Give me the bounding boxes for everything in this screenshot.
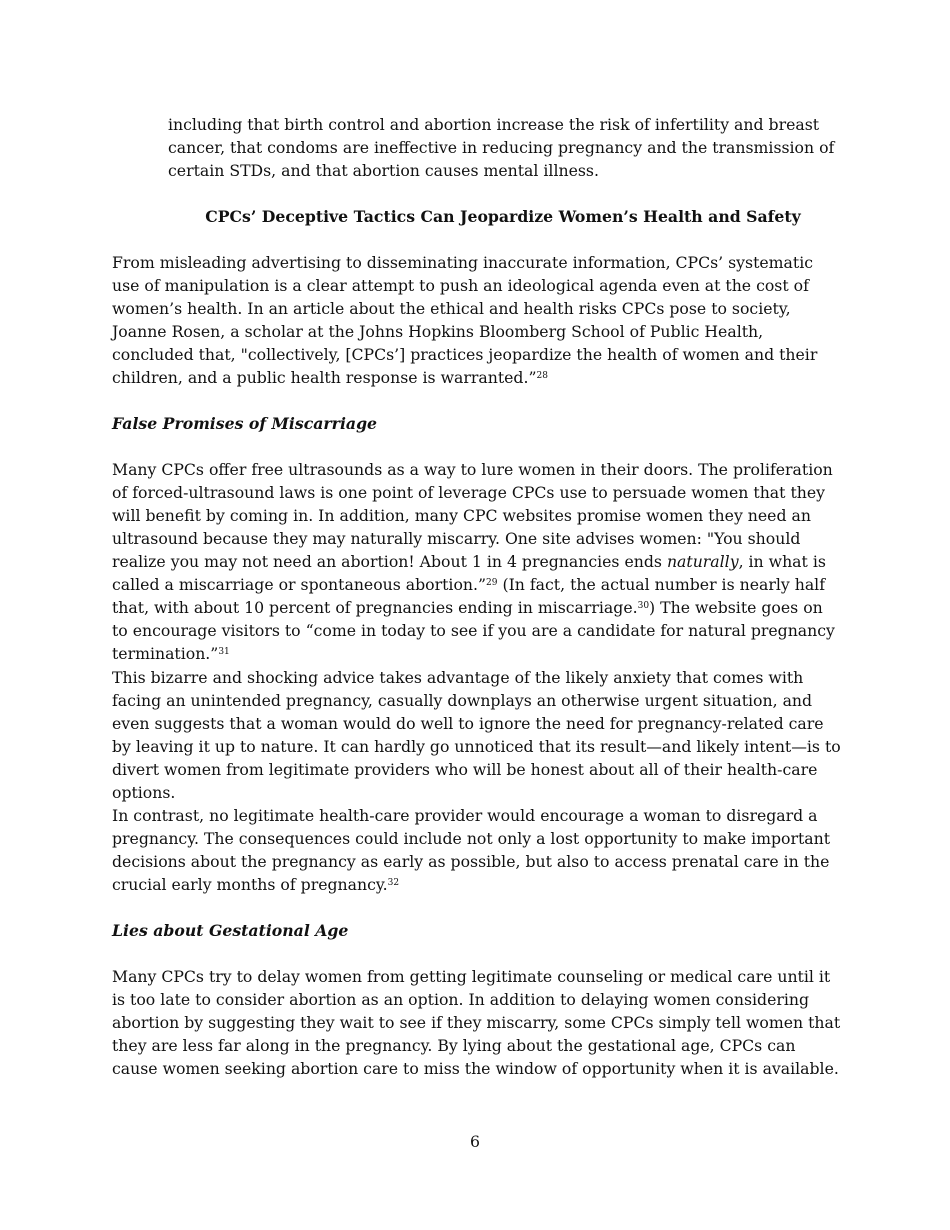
footnote-ref-28[interactable]: 28 [536, 371, 548, 381]
footnote-ref-29[interactable]: 29 [486, 578, 498, 588]
paragraph-5-text: Many CPCs try to delay women from getting legitimate counseling or medical care until it is too late to consider abortion as an option. In addition to delaying women considering abortion by suggesting they wait to see if they miscarry, some CPCs simply tell women that they are less far along in the pregnancy. By lying about the gestational age, CPCs can cause women seeking abortion care to miss the window of opportunity when it is available. [112, 967, 841, 1078]
paragraph-1-text: From misleading advertising to disseminating inaccurate information, CPCs’ systematic use of manipulation is a clear attempt to push an ideological agenda even at the cost of women’s health. In an article about the ethical and health risks CPCs pose to society, Joanne Rosen, a scholar at the Johns Hopkins Bloomberg School of Public Health, concluded that, "collectively, [CPCs’] practices jeopardize the health of women and their children, and a public health response is warranted.” [112, 253, 818, 387]
footnote-ref-31[interactable]: 31 [218, 647, 230, 657]
footnote-ref-30[interactable]: 30 [637, 601, 650, 611]
subheading-gestational-age: Lies about Gestational Age [112, 921, 349, 940]
footnote-ref-32[interactable]: 32 [387, 878, 400, 888]
page-number: 6 [470, 1132, 480, 1151]
paragraph-2-text-c: (In fact, the actual number is nearly half that, with about 10 percent of pregnancies ending in miscarriage. [112, 575, 825, 617]
paragraph-2-emphasis: naturally [666, 552, 739, 571]
block-quote-continuation [168, 113, 840, 182]
section-heading: CPCs’ Deceptive Tactics Can Jeopardize Women’s Health and Safety [205, 207, 801, 226]
paragraph-3-text: This bizarre and shocking advice takes advantage of the likely anxiety that comes with facing an unintended pregnancy, casually downplays an otherwise urgent situation, and even suggests that a woman would do well to ignore the need for pregnancy-related care by leaving it up to nature. It can hardly go unnoticed that its result—and likely intent—is to divert women from legitimate providers who will be honest about all of their health-care options. [112, 668, 841, 802]
paragraph-4-text: In contrast, no legitimate health-care provider would encourage a woman to disregard a pregnancy. The consequences could include not only a lost opportunity to make important decisions about the pregnancy as early as possible, but also to access prenatal care in the crucial early months of pregnancy. [112, 806, 831, 894]
paragraph-1 [112, 251, 842, 389]
paragraph-5 [112, 965, 842, 1080]
paragraph-2-text-b: , in what is called a miscarriage or spontaneous abortion.” [112, 552, 826, 594]
paragraph-2-text-a: Many CPCs offer free ultrasounds as a way to lure women in their doors. The proliferation of forced-ultrasound laws is one point of leverage CPCs use to persuade women that they will benefit by coming in. In addition, many CPC websites promise women they need an ultrasound because they may naturally miscarry. One site advises women: "You should realize you may not need an abortion! About 1 in 4 pregnancies ends [112, 460, 833, 571]
paragraph-2-text-d: ) The website goes on to encourage visitors to “come in today to see if you are a candidate for natural pregnancy termination.” [112, 598, 835, 663]
subheading-false-promises: False Promises of Miscarriage [112, 414, 378, 433]
paragraph-3 [112, 666, 842, 804]
paragraph-4 [112, 804, 842, 896]
paragraph-2 [112, 458, 842, 665]
quote-text: including that birth control and abortion increase the risk of infertility and breast cancer, that condoms are ineffective in reducing pregnancy and the transmission of certain STDs, and that abortion causes mental illness. [168, 115, 835, 180]
